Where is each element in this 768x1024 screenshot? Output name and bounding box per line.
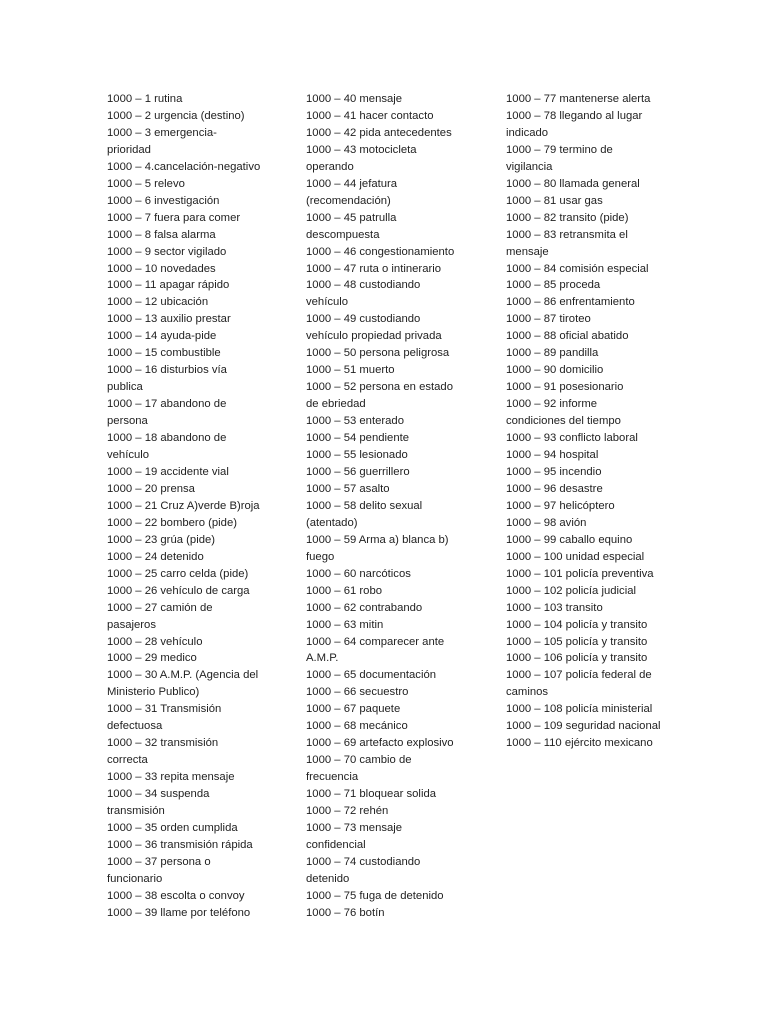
code-entry: 1000 – 16 disturbios vía publica [107, 364, 227, 394]
code-entry: 1000 – 105 policía y transito [506, 635, 648, 648]
code-entry: 1000 – 82 transito (pide) [506, 211, 629, 224]
code-entry: 1000 – 104 policía y transito [506, 618, 648, 631]
code-entry: 1000 – 73 mensaje confidencial [306, 821, 403, 851]
code-entry: 1000 – 58 delito sexual (atentado) [306, 499, 423, 529]
code-entry: 1000 – 110 ejército mexicano [506, 737, 653, 750]
code-entry: 1000 – 8 falsa alarma [107, 228, 216, 241]
code-entry: 1000 – 63 mitin [306, 618, 384, 631]
code-entry: 1000 – 9 sector vigilado [107, 245, 227, 258]
code-entry: 1000 – 23 grúa (pide) [107, 533, 216, 546]
code-entry: 1000 – 17 abandono de persona [107, 398, 227, 428]
code-entry: 1000 – 10 novedades [107, 262, 216, 275]
code-entry: 1000 – 99 caballo equino [506, 533, 633, 546]
code-entry: 1000 – 4.cancelación-negativo [107, 160, 261, 173]
code-entry: 1000 – 78 llegando al lugar indicado [506, 109, 643, 139]
code-entry: 1000 – 109 seguridad nacional [506, 720, 661, 733]
code-entry: 1000 – 93 conflicto laboral [506, 432, 638, 445]
code-entry: 1000 – 27 camión de pasajeros [107, 601, 213, 631]
code-entry: 1000 – 97 helicóptero [506, 499, 615, 512]
code-entry: 1000 – 91 posesionario [506, 381, 624, 394]
code-entry: 1000 – 62 contrabando [306, 601, 423, 614]
code-entry: 1000 – 94 hospital [506, 449, 599, 462]
code-entry: 1000 – 57 asalto [306, 482, 390, 495]
code-entry: 1000 – 26 vehículo de carga [107, 584, 250, 597]
code-entry: 1000 – 20 prensa [107, 482, 195, 495]
code-entry: 1000 – 80 llamada general [506, 177, 640, 190]
code-entry: 1000 – 37 persona o funcionario [107, 855, 211, 885]
code-column-2 [306, 91, 500, 922]
code-entry: 1000 – 29 medico [107, 652, 197, 665]
code-entry: 1000 – 44 jefatura (recomendación) [306, 177, 398, 207]
code-entry: 1000 – 103 transito [506, 601, 603, 614]
code-entry: 1000 – 74 custodiando detenido [306, 855, 421, 885]
code-entry: 1000 – 25 carro celda (pide) [107, 567, 249, 580]
code-entry: 1000 – 98 avión [506, 516, 587, 529]
code-entry: 1000 – 59 Arma a) blanca b) fuego [306, 533, 449, 563]
code-entry: 1000 – 71 bloquear solida [306, 788, 437, 801]
code-entry: 1000 – 15 combustible [107, 347, 221, 360]
code-entry: 1000 – 46 congestionamiento [306, 245, 455, 258]
code-entry: 1000 – 22 bombero (pide) [107, 516, 238, 529]
code-entry: 1000 – 38 escolta o convoy [107, 889, 245, 902]
code-entry: 1000 – 42 pida antecedentes [306, 126, 452, 139]
code-entry: 1000 – 92 informe condiciones del tiempo [506, 398, 621, 428]
code-entry: 1000 – 50 persona peligrosa [306, 347, 450, 360]
code-entry: 1000 – 24 detenido [107, 550, 204, 563]
code-entry: 1000 – 81 usar gas [506, 194, 603, 207]
code-entry: 1000 – 96 desastre [506, 482, 603, 495]
code-entry: 1000 – 19 accidente vial [107, 465, 229, 478]
code-entry: 1000 – 35 orden cumplida [107, 821, 238, 834]
code-entry: 1000 – 47 ruta o intinerario [306, 262, 442, 275]
code-entry: 1000 – 79 termino de vigilancia [506, 143, 613, 173]
code-entry: 1000 – 88 oficial abatido [506, 330, 629, 343]
code-entry: 1000 – 66 secuestro [306, 686, 409, 699]
code-entry: 1000 – 45 patrulla descompuesta [306, 211, 397, 241]
code-entry: 1000 – 41 hacer contacto [306, 109, 434, 122]
code-entry: 1000 – 39 llame por teléfono [107, 906, 251, 919]
code-column-3 [506, 91, 666, 752]
code-entry: 1000 – 90 domicilio [506, 364, 604, 377]
code-entry: 1000 – 55 lesionado [306, 449, 408, 462]
code-entry: 1000 – 43 motocicleta operando [306, 143, 417, 173]
code-entry: 1000 – 12 ubicación [107, 296, 209, 309]
code-entry: 1000 – 100 unidad especial [506, 550, 645, 563]
code-entry: 1000 – 5 relevo [107, 177, 185, 190]
code-entry: 1000 – 72 rehén [306, 805, 389, 818]
code-entry: 1000 – 18 abandono de vehículo [107, 432, 227, 462]
code-entry: 1000 – 69 artefacto explosivo [306, 737, 454, 750]
code-entry: 1000 – 106 policía y transito [506, 652, 648, 665]
code-entry: 1000 – 1 rutina [107, 93, 183, 105]
code-entry: 1000 – 89 pandilla [506, 347, 599, 360]
code-entry: 1000 – 87 tiroteo [506, 313, 591, 326]
code-entry: 1000 – 85 proceda [506, 279, 601, 292]
code-entry: 1000 – 54 pendiente [306, 432, 410, 445]
code-entry: 1000 – 76 botín [306, 906, 385, 919]
code-entry: 1000 – 60 narcóticos [306, 567, 411, 580]
code-entry: 1000 – 56 guerrillero [306, 465, 410, 478]
code-entry: 1000 – 77 mantenerse alerta [506, 93, 651, 105]
code-entry: 1000 – 36 transmisión rápida [107, 838, 253, 851]
code-entry: 1000 – 51 muerto [306, 364, 395, 377]
code-entry: 1000 – 6 investigación [107, 194, 220, 207]
code-entry: 1000 – 48 custodiando vehículo [306, 279, 421, 309]
code-entry: 1000 – 84 comisión especial [506, 262, 649, 275]
code-entry: 1000 – 101 policía preventiva [506, 567, 654, 580]
code-entry: 1000 – 67 paquete [306, 703, 401, 716]
code-entry: 1000 – 107 policía federal de caminos [506, 669, 652, 699]
code-entry: 1000 – 40 mensaje [306, 93, 403, 105]
code-entry: 1000 – 86 enfrentamiento [506, 296, 635, 309]
code-entry: 1000 – 3 emergencia- prioridad [107, 126, 217, 156]
code-entry: 1000 – 108 policía ministerial [506, 703, 653, 716]
code-column-1 [107, 91, 297, 922]
code-entry: 1000 – 21 Cruz A)verde B)roja [107, 499, 260, 512]
code-entry: 1000 – 52 persona en estado de ebriedad [306, 381, 453, 411]
code-entry: 1000 – 11 apagar rápido [107, 279, 230, 292]
code-entry: 1000 – 13 auxilio prestar [107, 313, 231, 326]
code-entry: 1000 – 7 fuera para comer [107, 211, 241, 224]
code-entry: 1000 – 61 robo [306, 584, 383, 597]
code-entry: 1000 – 28 vehículo [107, 635, 203, 648]
code-entry: 1000 – 2 urgencia (destino) [107, 109, 245, 122]
code-entry: 1000 – 14 ayuda-pide [107, 330, 217, 343]
code-entry: 1000 – 30 A.M.P. (Agencia del Ministerio Publico) [107, 669, 259, 699]
code-entry: 1000 – 102 policía judicial [506, 584, 637, 597]
code-entry: 1000 – 31 Transmisión defectuosa [107, 703, 222, 733]
code-entry: 1000 – 34 suspenda transmisión [107, 788, 210, 818]
code-entry: 1000 – 49 custodiando vehículo propiedad privada [306, 313, 442, 343]
code-entry: 1000 – 68 mecánico [306, 720, 408, 733]
code-entry: 1000 – 33 repita mensaje [107, 771, 235, 784]
code-entry: 1000 – 65 documentación [306, 669, 437, 682]
code-entry: 1000 – 32 transmisión correcta [107, 737, 219, 767]
code-entry: 1000 – 70 cambio de frecuencia [306, 754, 412, 784]
code-entry: 1000 – 75 fuga de detenido [306, 889, 444, 902]
code-entry: 1000 – 64 comparecer ante A.M.P. [306, 635, 445, 665]
code-entry: 1000 – 95 incendio [506, 465, 602, 478]
code-entry: 1000 – 53 enterado [306, 415, 404, 428]
code-entry: 1000 – 83 retransmita el mensaje [506, 228, 628, 258]
